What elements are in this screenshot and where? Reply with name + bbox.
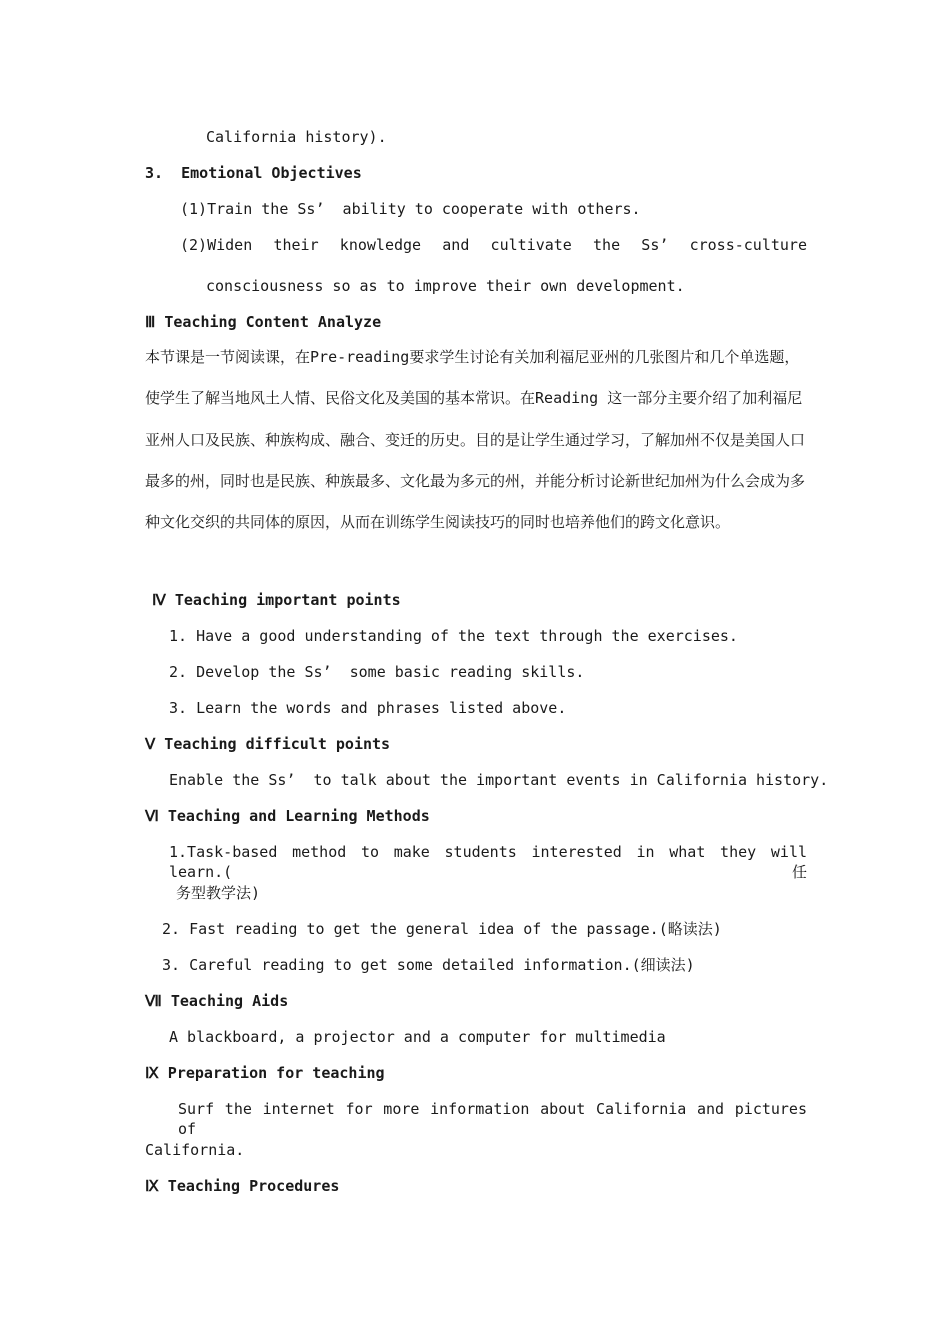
list-item: (2)Widen their knowledge and cultivate the Ss’ cross-culture bbox=[180, 236, 807, 254]
section-heading-methods: Ⅵ Teaching and Learning Methods bbox=[145, 807, 430, 825]
text-line: California. bbox=[145, 1141, 245, 1159]
list-item: 3. Careful reading to get some detailed information.(细读法) bbox=[162, 956, 695, 974]
section-heading-content-analyze: Ⅲ Teaching Content Analyze bbox=[145, 313, 382, 331]
section-heading-procedures: Ⅸ Teaching Procedures bbox=[145, 1177, 340, 1195]
text-line: California history). bbox=[206, 128, 387, 146]
section-heading-important-points: Ⅳ Teaching important points bbox=[152, 591, 401, 609]
section-heading-difficult-points: Ⅴ Teaching difficult points bbox=[145, 735, 391, 753]
text-line: Surf the internet for more information about California and pictures of bbox=[178, 1100, 807, 1138]
list-item: 2. Fast reading to get the general idea of the passage.(略读法) bbox=[162, 920, 722, 938]
list-item: 1. Have a good understanding of the text through the exercises. bbox=[169, 627, 738, 645]
section-heading-emotional-objectives: 3. Emotional Objectives bbox=[145, 164, 362, 182]
list-item: 2. Develop the Ss’ some basic reading skills. bbox=[169, 663, 585, 681]
text-line: 务型教学法) bbox=[176, 884, 261, 902]
text-line: A blackboard, a projector and a computer for multimedia bbox=[169, 1028, 666, 1046]
list-item: 1.Task-based method to make students interested in what they will learn.(任 bbox=[169, 843, 807, 881]
chinese-paragraph: 本节课是一节阅读课，在Pre-reading要求学生讨论有关加利福尼亚州的几张图片和几个单选题，使学生了解当地风土人情、民俗文化及美国的基本常识。在Reading 这一部分主要介绍了加利福尼亚州人口及民族、种族构成、融合、变迁的历史。目的是让学生通过学习，了解加州不仅是美国人口最多的州，同时也是民族、种族最多、文化最为多元的州，并能分析讨论新世纪加州为什么会成为多种文化交织的共同体的原因，从而在训练学生阅读技巧的同时也培养他们的跨文化意识。 bbox=[145, 348, 806, 532]
list-item: (1)Train the Ss’ ability to cooperate with others. bbox=[180, 200, 641, 218]
text-line: Enable the Ss’ to talk about the important events in California history. bbox=[169, 771, 829, 789]
list-item: 3. Learn the words and phrases listed above. bbox=[169, 699, 567, 717]
section-heading-preparation: Ⅸ Preparation for teaching bbox=[145, 1064, 385, 1082]
text-line: consciousness so as to improve their own development. bbox=[206, 277, 685, 295]
section-heading-teaching-aids: Ⅶ Teaching Aids bbox=[145, 992, 289, 1010]
